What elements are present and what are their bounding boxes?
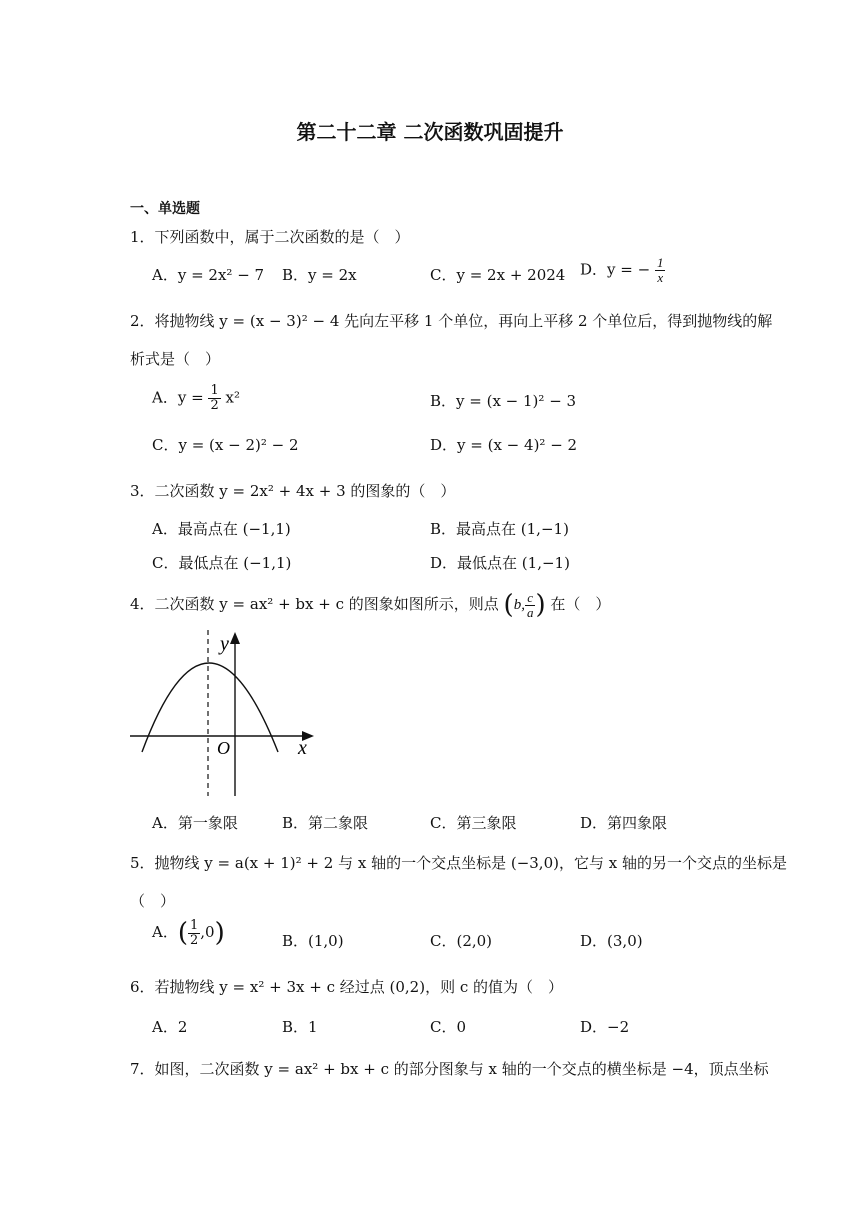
fraction-numerator: 1 [190,917,199,933]
y-axis-arrow-icon [230,632,240,644]
parabola-curve [142,663,278,752]
question-4-stem-prefix: 4．二次函数 y = ax² + bx + c 的图象如图所示，则点 [130,595,499,613]
fraction-denominator: 2 [210,398,219,413]
question-1-option-d [580,256,665,285]
question-2-option-a-prefix: A．y = [152,388,204,407]
fraction [188,919,200,948]
question-6-option-c: C．0 [430,1018,467,1036]
y-axis-label: y [220,633,229,655]
question-3-option-b: B．最高点在 (1,−1) [430,520,569,538]
question-4-option-a: A．第一象限 [152,814,238,832]
fraction-numerator: c [525,591,536,606]
question-5-stem-line-1: 5．抛物线 y = a(x + 1)² + 2 与 x 轴的一个交点坐标是 (−3,0)，它与 x 轴的另一个交点的坐标是 [130,854,787,872]
fraction [525,591,536,620]
question-3-option-c: C．最低点在 (−1,1) [152,554,292,572]
right-paren: ) [214,918,225,948]
question-2-option-a-suffix: x² [225,388,240,407]
question-1-option-a: A．y = 2x² − 7 [152,266,265,284]
point-b: b, [513,597,525,613]
question-1-stem: 1．下列函数中，属于二次函数的是（ ） [130,228,410,246]
question-4-option-d: D．第四象限 [580,814,668,832]
fraction-denominator: 2 [190,932,199,948]
question-5-option-b: B．(1,0) [282,932,344,950]
origin-label: O [217,738,230,758]
question-4-stem [130,590,610,620]
fraction [655,256,666,285]
page-title: 第二十二章 二次函数巩固提升 [296,120,564,144]
question-4-stem-suffix: 在（ ） [550,595,611,613]
fraction-numerator: 1 [210,383,219,398]
fraction-numerator: 1 [656,255,664,270]
fraction-denominator: x [657,270,664,285]
question-5-option-a-suffix: ,0 [200,923,215,941]
question-5-option-a [152,918,225,948]
question-3-option-d: D．最低点在 (1,−1) [430,554,570,572]
question-6-option-d: D．−2 [580,1018,630,1036]
question-5-stem-line-2: （ ） [130,892,176,910]
question-1-option-d-prefix: D．y = − [580,260,651,279]
left-paren: ( [503,590,514,620]
x-axis-label: x [298,737,307,759]
question-6-stem: 6．若抛物线 y = x² + 3x + c 经过点 (0,2)，则 c 的值为（ ） [130,978,564,996]
question-3-stem: 3．二次函数 y = 2x² + 4x + 3 的图象的（ ） [130,482,456,500]
question-2-option-c: C．y = (x − 2)² − 2 [152,436,299,454]
question-7-stem-line-1: 7．如图，二次函数 y = ax² + bx + c 的部分图象与 x 轴的一个交点的横坐标是 −4，顶点坐标 [130,1060,769,1078]
left-paren: ( [177,918,188,948]
question-2-option-d: D．y = (x − 4)² − 2 [430,436,578,454]
question-2-stem-line-2: 析式是（ ） [130,350,221,368]
question-5-option-c: C．(2,0) [430,932,493,950]
question-1-option-c: C．y = 2x + 2024 [430,266,566,284]
question-2-stem-line-1: 2．将抛物线 y = (x − 3)² − 4 先向左平移 1 个单位，再向上平移 2 个单位后，得到抛物线的解 [130,312,773,330]
question-5-option-d: D．(3,0) [580,932,643,950]
question-4-option-c: C．第三象限 [430,814,517,832]
question-2-option-b: B．y = (x − 1)² − 3 [430,392,577,410]
parabola-figure [128,628,318,800]
question-6-option-a: A．2 [152,1018,188,1036]
question-6-option-b: B．1 [282,1018,318,1036]
right-paren: ) [535,590,546,620]
question-3-option-a: A．最高点在 (−1,1) [152,520,291,538]
fraction-denominator: a [526,604,534,620]
question-5-option-a-prefix: A． [152,923,178,941]
fraction [208,384,220,413]
question-4-option-b: B．第二象限 [282,814,369,832]
section-heading: 一、单选题 [130,201,200,217]
question-2-option-a [152,384,240,413]
question-1-option-b: B．y = 2x [282,266,357,284]
